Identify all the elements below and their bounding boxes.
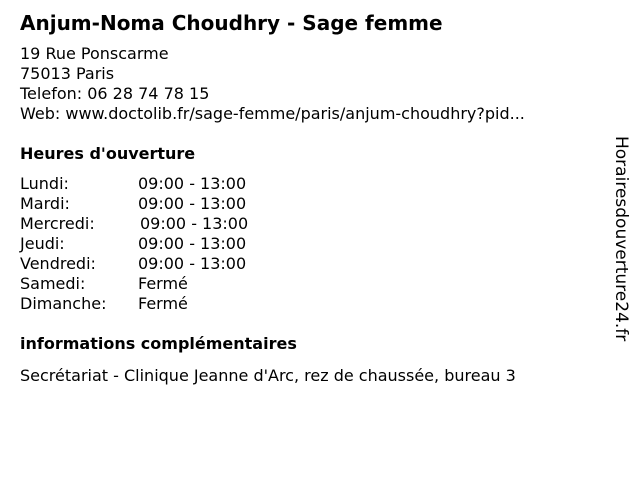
- day-hours: Fermé: [138, 294, 188, 313]
- hours-row-dimanche: [20, 294, 248, 314]
- day-hours: 09:00 - 13:00: [138, 194, 247, 213]
- phone-number: Telefon: 06 28 74 78 15: [20, 84, 210, 103]
- hours-row-lundi: [20, 174, 248, 194]
- address-city: 75013 Paris: [20, 64, 115, 83]
- day-label: Jeudi:: [20, 234, 65, 253]
- day-label: Mercredi:: [20, 214, 95, 233]
- day-label: Dimanche:: [20, 294, 107, 313]
- hours-heading: Heures d'ouverture: [20, 144, 196, 163]
- contact-block: [20, 44, 525, 124]
- hours-row-vendredi: [20, 254, 248, 274]
- hours-row-mardi: [20, 194, 248, 214]
- day-label: Samedi:: [20, 274, 86, 293]
- day-label: Mardi:: [20, 194, 70, 213]
- address-street: 19 Rue Ponscarme: [20, 44, 169, 63]
- info-heading: informations complémentaires: [20, 334, 297, 353]
- info-text: Secrétariat - Clinique Jeanne d'Arc, rez de chaussée, bureau 3: [20, 366, 516, 385]
- page-title: Anjum-Noma Choudhry - Sage femme: [20, 11, 443, 35]
- day-hours: 09:00 - 13:00: [138, 174, 247, 193]
- site-watermark: Horairesdouverture24.fr: [611, 136, 631, 342]
- day-hours: Fermé: [138, 274, 188, 293]
- day-label: Vendredi:: [20, 254, 96, 273]
- website-link[interactable]: Web: www.doctolib.fr/sage-femme/paris/anjum-choudhry?pid...: [20, 104, 525, 123]
- day-hours: 09:00 - 13:00: [138, 254, 247, 273]
- hours-row-jeudi: [20, 234, 248, 254]
- hours-row-mercredi: [20, 214, 248, 234]
- hours-row-samedi: [20, 274, 248, 294]
- day-hours: 09:00 - 13:00: [138, 234, 247, 253]
- day-label: Lundi:: [20, 174, 69, 193]
- hours-table: [20, 174, 248, 314]
- day-hours: 09:00 - 13:00: [140, 214, 249, 233]
